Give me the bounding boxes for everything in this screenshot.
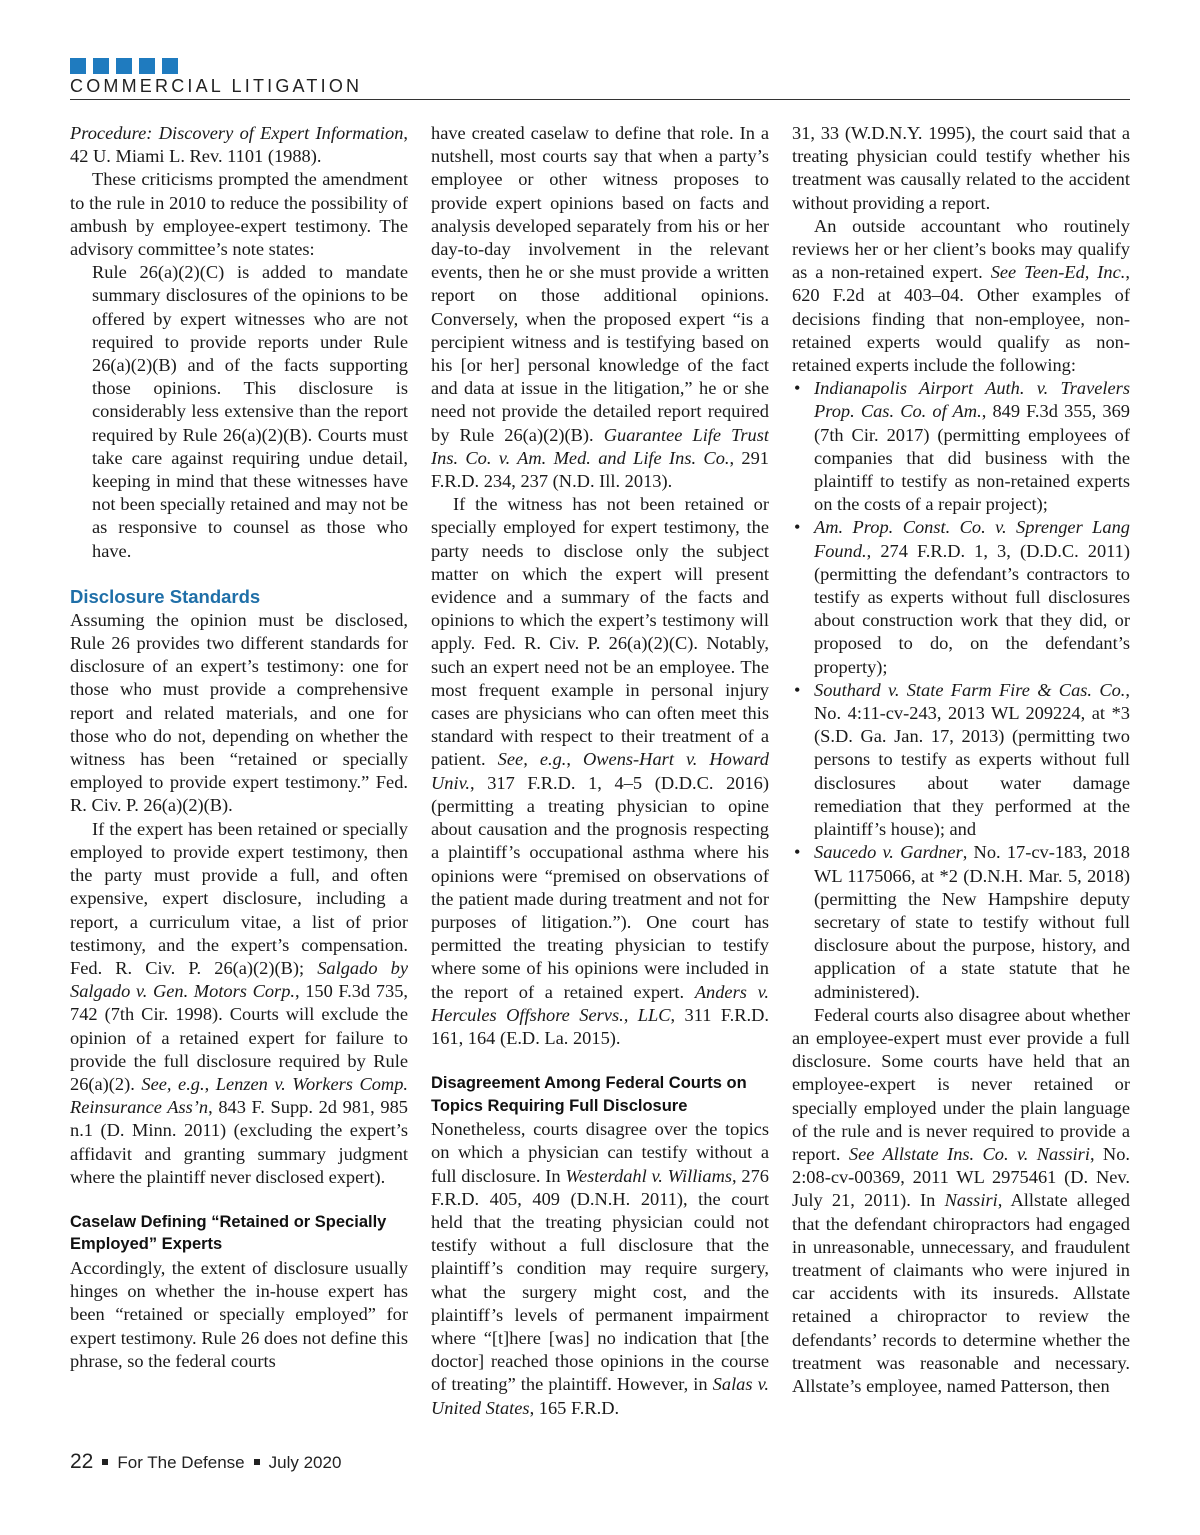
paragraph: Federal courts also disagree about whether an employee-expert must ever provide a full disclosure. Some courts have held that an employee-expert is never retained or specially employed under the plain language of the rule and is never required to provide a report. See Allstate Ins. Co. v. Nassiri, No. 2:08-cv-00369, 2011 WL 2975461 (D. Nev. July 21, 2011). In Nassiri, Allstate alleged that the defendant chiropractors had engaged in unreasonable, unnecessary, and fraudulent treatment of claimants who were injured in car accidents with its insureds. Allstate retained a chiropractor to review the defendants’ records to determine whether the treatment was reasonable and necessary. Allstate’s employee, named Patterson, then xyxy=(792,1004,1130,1396)
list-item: • Southard v. State Farm Fire & Cas. Co., No. 4:11-cv-243, 2013 WL 209224, at *3 (S.D. Ga. Jan. 17, 2013) (permitting two persons to testify as experts without full disclosures about water damage remediation that they performed at the plaintiff’s house); and xyxy=(794,679,1130,840)
citation-title: Procedure: Discovery of Expert Information xyxy=(70,123,404,143)
paragraph: Nonetheless, courts disagree over the topics on which a physician can testify without a full disclosure. In Westerdahl v. Williams, 276 F.R.D. 405, 409 (D.N.H. 2011), the court held that the treating physician could not testify without a full disclosure that the plaintiff’s condition may require surgery, what the surgery might cost, and the plaintiff’s levels of permanent impairment where “[t]here [was] no indication that [the doctor] reached those opinions in the course of treating” the plaintiff. However, in Salas v. United States, 165 F.R.D. xyxy=(431,1119,769,1418)
section-marker-squares xyxy=(70,58,185,74)
block-quote: Rule 26(a)(2)(C) is added to mandate summary disclosures of the opinions to be offered by expert witnesses who are not required to provide reports under Rule 26(a)(2)(B) and of the facts supporting those opinions. This disclosure is considerably less extensive than the report required by Rule 26(a)(2)(B). Courts must take care against requiring undue detail, keeping in mind that these witnesses have not been specially retained and may not be as responsive to counsel as those who have. xyxy=(92,262,408,561)
marker-square xyxy=(139,58,155,74)
marker-square xyxy=(93,58,109,74)
subheading-disagreement: Disagreement Among Federal Courts on Topics Requiring Full Disclosure xyxy=(431,1074,747,1115)
paragraph: If the expert has been retained or specially employed to provide expert testimony, then the party must provide a full, and often expensive, expert disclosure, including a report, a curriculum vitae, a list of prior testimony, and the expert’s compensation. Fed. R. Civ. P. 26(a)(2)(B); Salgado by Salgado v. Gen. Motors Corp., 150 F.3d 735, 742 (7th Cir. 1998). Courts will exclude the opinion of a retained expert for failure to provide the full disclosure required by Rule 26(a)(2). See, e.g., Lenzen v. Workers Comp. Reinsurance Ass’n, 843 F. Supp. 2d 981, 985 n.1 (D. Minn. 2011) (excluding the expert’s affidavit and granting summary judgment where the plaintiff never disclosed expert). xyxy=(70,818,408,1187)
issue-date: July 2020 xyxy=(268,1453,342,1472)
page-footer xyxy=(70,1450,341,1476)
column-3 xyxy=(792,122,1130,1442)
bullet-icon: • xyxy=(794,517,801,538)
marker-square xyxy=(162,58,178,74)
paragraph: have created caselaw to define that role. In a nutshell, most courts say that when a party’s employee or other witness proposes to provide expert opinions based on facts and analysis developed separately from his or her day-to-day involvement in the relevant events, then he or she must provide a written report on those additional opinions. Conversely, when the proposed expert “is a percipient witness and is testifying based on his [or her] personal knowledge of the fact and data at issue in the litigation,” he or she need not provide the detailed report required by Rule 26(a)(2)(B). Guarantee Life Trust Ins. Co. v. Am. Med. and Life Ins. Co., 291 F.R.D. 234, 237 (N.D. Ill. 2013). xyxy=(431,123,769,492)
list-item: • Indianapolis Airport Auth. v. Travelers Prop. Cas. Co. of Am., 849 F.3d 355, 369 (7th Cir. 2017) (permitting employees of companies that did business with the plaintiff to testify as non-retained experts on the costs of a repair project); xyxy=(794,378,1130,515)
bullet-icon: • xyxy=(794,378,801,399)
list-item: • Saucedo v. Gardner, No. 17-cv-183, 2018 WL 1175066, at *2 (D.N.H. Mar. 5, 2018) (permitting the New Hampshire deputy secretary of state to testify without full disclosure about the purpose, history, and application of a state statute that he administered). xyxy=(794,842,1130,1002)
marker-square xyxy=(70,58,86,74)
bullet-icon: • xyxy=(794,679,801,700)
paragraph: These criticisms prompted the amendment to the rule in 2010 to reduce the possibility of ambush by employee-expert testimony. The advisory committee’s note states: xyxy=(70,169,408,260)
header-rule xyxy=(70,99,1130,100)
paragraph: If the witness has not been retained or specially employed for expert testimony, the party needs to disclose only the subject matter on which the expert will present evidence and a summary of the facts and opinions to which the expert’s testimony will apply. Fed. R. Civ. P. 26(a)(2)(C). Notably, such an expert need not be an employee. The most frequent example in personal injury cases are physicians who can often meet this standard with respect to their treatment of a patient. See, e.g., Owens-Hart v. Howard Univ., 317 F.R.D. 1, 4–5 (D.D.C. 2016) (permitting a treating physician to opine about causation and the prognosis respecting a plaintiff’s occupational asthma where his opinions were “premised on observations of the patient made during treatment and not for purposes of litigation.”). One court has permitted the treating physician to testify where some of his opinions were included in the report of a retained expert. Anders v. Hercules Offshore Servs., LLC, 311 F.R.D. 161, 164 (E.D. La. 2015). xyxy=(431,494,769,1048)
separator-dot xyxy=(102,1459,108,1465)
list-item: • Am. Prop. Const. Co. v. Sprenger Lang Found., 274 F.R.D. 1, 3, (D.D.C. 2011) (permitting the defendant’s contractors to testify as experts without full disclosures about construction work that they did, or proposed to do, on the defendant’s property); xyxy=(794,517,1130,677)
paragraph: Accordingly, the extent of disclosure usually hinges on whether the in-house expert has been “retained or specially employed” for expert testimony. Rule 26 does not define this phrase, so the federal courts xyxy=(70,1257,408,1371)
bullet-icon: • xyxy=(794,842,801,863)
page-header xyxy=(70,58,1130,102)
paragraph xyxy=(70,122,408,168)
page-number: 22 xyxy=(70,1450,94,1473)
paragraph: Assuming the opinion must be disclosed, Rule 26 provides two different standards for disclosure of an expert’s testimony: one for those who must provide a comprehensive report and related materials, and one for those who do not, depending on whether the witness has been “retained or specially employed to provide expert testimony.” Fed. R. Civ. P. 26(a)(2)(B). xyxy=(70,609,408,816)
subheading-disclosure-standards: Disclosure Standards xyxy=(70,585,261,607)
subheading-caselaw: Caselaw Defining “Retained or Specially Employed” Experts xyxy=(70,1212,387,1254)
paragraph: An outside accountant who routinely reviews her or her client’s books may qualify as a non-retained expert. See Teen-Ed, Inc., 620 F.2d at 403–04. Other examples of decisions finding that non-employee, non-retained experts would qualify as non-retained experts include the following: xyxy=(792,215,1130,376)
citation-text: , 42 U. Miami L. Rev. 1101 (1988). xyxy=(70,123,408,167)
publication-name: For The Defense xyxy=(117,1453,245,1472)
paragraph: 31, 33 (W.D.N.Y. 1995), the court said that a treating physician could testify whether his treatment was causally related to the accident without providing a report. xyxy=(792,123,1130,213)
column-2 xyxy=(431,122,769,1442)
column-1 xyxy=(70,122,408,1442)
section-title: COMMERCIAL LITIGATION xyxy=(70,76,363,96)
case-list xyxy=(792,377,1130,1003)
separator-dot xyxy=(254,1459,260,1465)
marker-square xyxy=(116,58,132,74)
